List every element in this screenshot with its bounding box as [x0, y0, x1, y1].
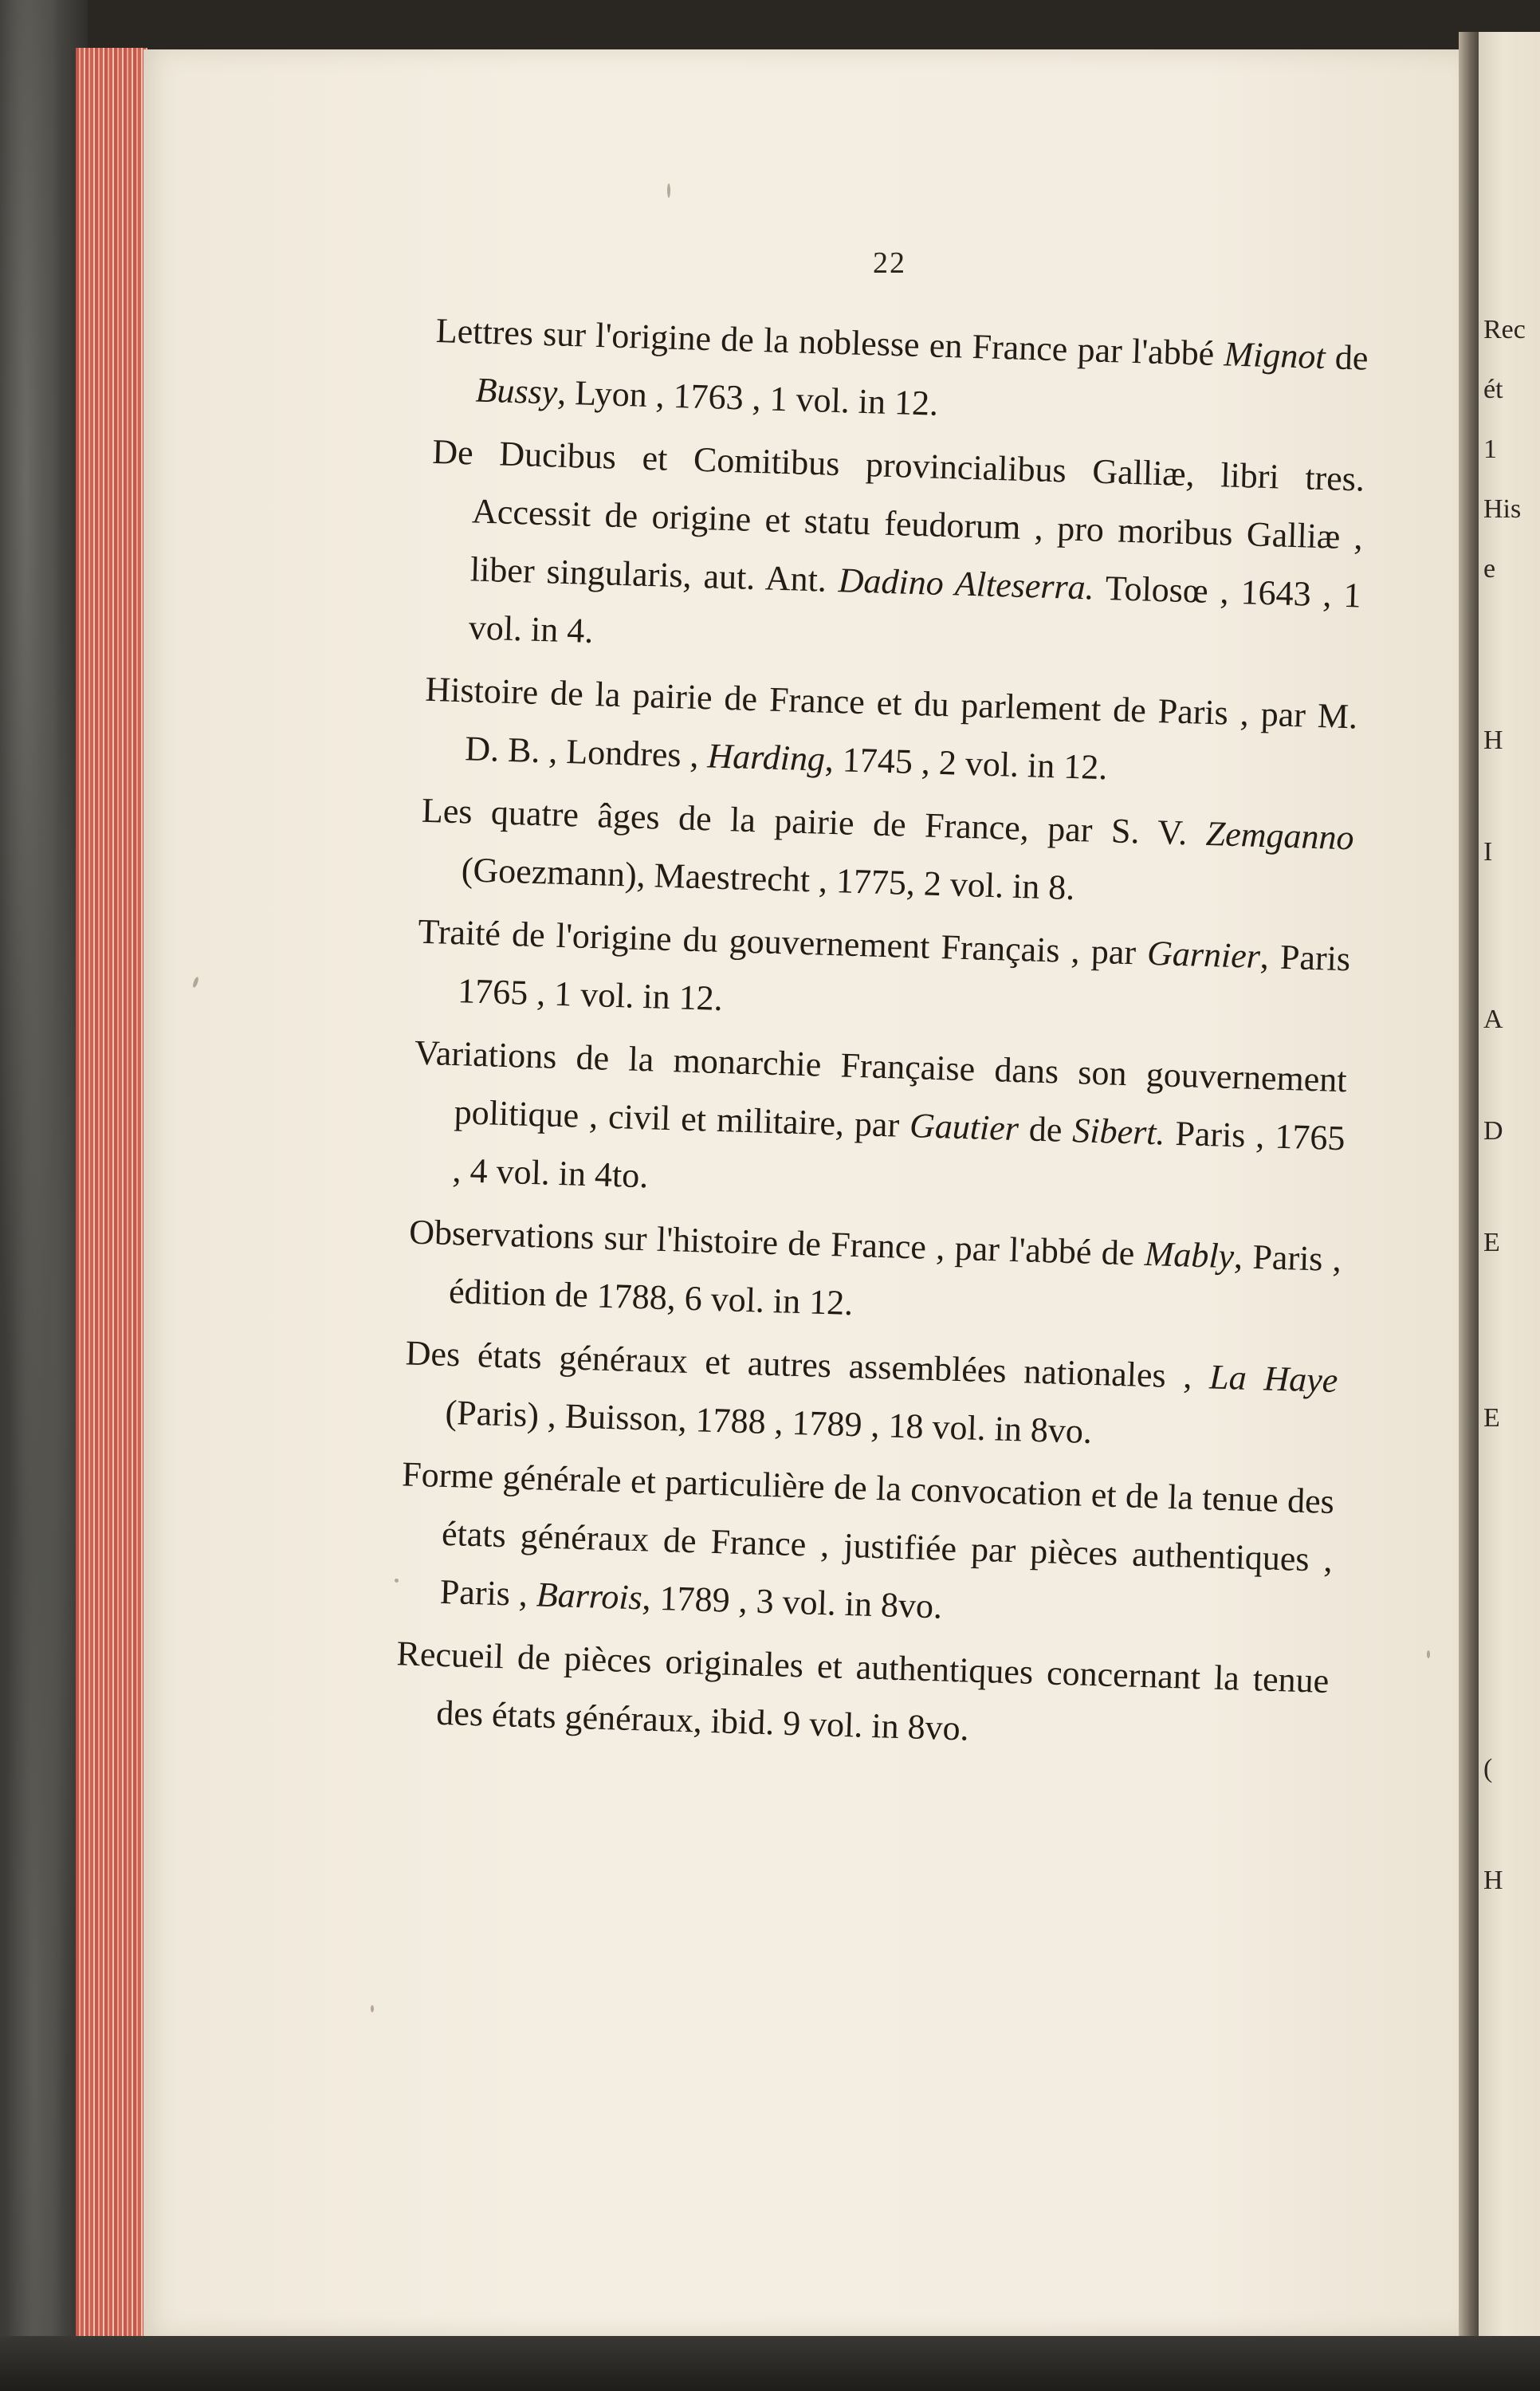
page-number: 22 [873, 246, 906, 280]
bibliography-entry: De Ducibus et Comitibus provincialibus Galliæ, libri tres. Accessit de origine et statu feudorum , pro moribus Galliæ , liber singularis, aut. Ant. Dadino Alteserra. Tolosœ , 1643 , 1 vol. in 4. [431, 431, 1365, 651]
book-cover-bottom [0, 2336, 1540, 2391]
next-page-fragment: E [1483, 1228, 1500, 1257]
book-cover-left [0, 0, 88, 2391]
paper-speck [395, 1579, 399, 1583]
bibliography-list [394, 301, 1369, 1773]
bibliography-entry: Histoire de la pairie de France et du parlement de Paris , par M. D. B. , Londres , Harding, 1745 , 2 vol. in 12. [424, 669, 1358, 788]
paper-speck [667, 183, 670, 198]
next-page-fragment: His [1483, 494, 1522, 524]
bibliography-entry: Des états généraux et autres assemblées nationales , La Haye (Paris) , Buisson, 1788 , 1789 , 18 vol. in 8vo. [405, 1333, 1339, 1451]
paper-speck [371, 2005, 374, 2012]
next-page-fragment: e [1483, 554, 1496, 584]
next-page-fragment: I [1483, 837, 1493, 867]
next-page-fragment: H [1483, 726, 1503, 755]
next-page-fragment: H [1483, 1866, 1503, 1895]
bibliography-entry: Forme générale et particulière de la convocation et de la tenue des états généraux de France , justifiée par pièces authentiques , Paris , Barrois, 1789 , 3 vol. in 8vo. [401, 1454, 1335, 1626]
bibliography-entry: Observations sur l'histoire de France , par l'abbé de Mably, Paris , édition de 1788, 6 vol. in 12. [408, 1212, 1342, 1323]
paper-speck [1427, 1650, 1430, 1658]
next-page-fragment: Rec [1483, 315, 1526, 344]
next-page-fragment: E [1483, 1403, 1500, 1433]
bibliography-entry: Les quatre âges de la pairie de France, par S. V. Zemganno (Goezmann), Maestrecht , 1775, 2 vol. in 8. [421, 790, 1355, 908]
bibliography-entry: Traité de l'origine du gouvernement Français , par Garnier, Paris 1765 , 1 vol. in 12. [417, 911, 1351, 1019]
next-page-edge [1479, 32, 1540, 2360]
next-page-fragment: A [1483, 1005, 1503, 1034]
bibliography-entry: Recueil de pièces originales et authentiques concernant la tenue des états généraux, ibid. 9 vol. in 8vo. [395, 1634, 1330, 1748]
bibliography-entry: Lettres sur l'origine de la noblesse en France par l'abbé Mignot de Bussy, Lyon , 1763 , 1 vol. in 12. [435, 310, 1369, 423]
page-edges [76, 48, 147, 2336]
bibliography-entry: Variations de la monarchie Française dans son gouvernement politique , civil et militaire, par Gautier de Sibert. Paris , 1765 , 4 vol. in 4to. [414, 1032, 1348, 1196]
next-page-fragment: 1 [1483, 435, 1497, 464]
next-page-fragment: ét [1483, 375, 1503, 404]
next-page-fragment: ( [1483, 1754, 1493, 1783]
next-page-fragment: D [1483, 1116, 1503, 1146]
